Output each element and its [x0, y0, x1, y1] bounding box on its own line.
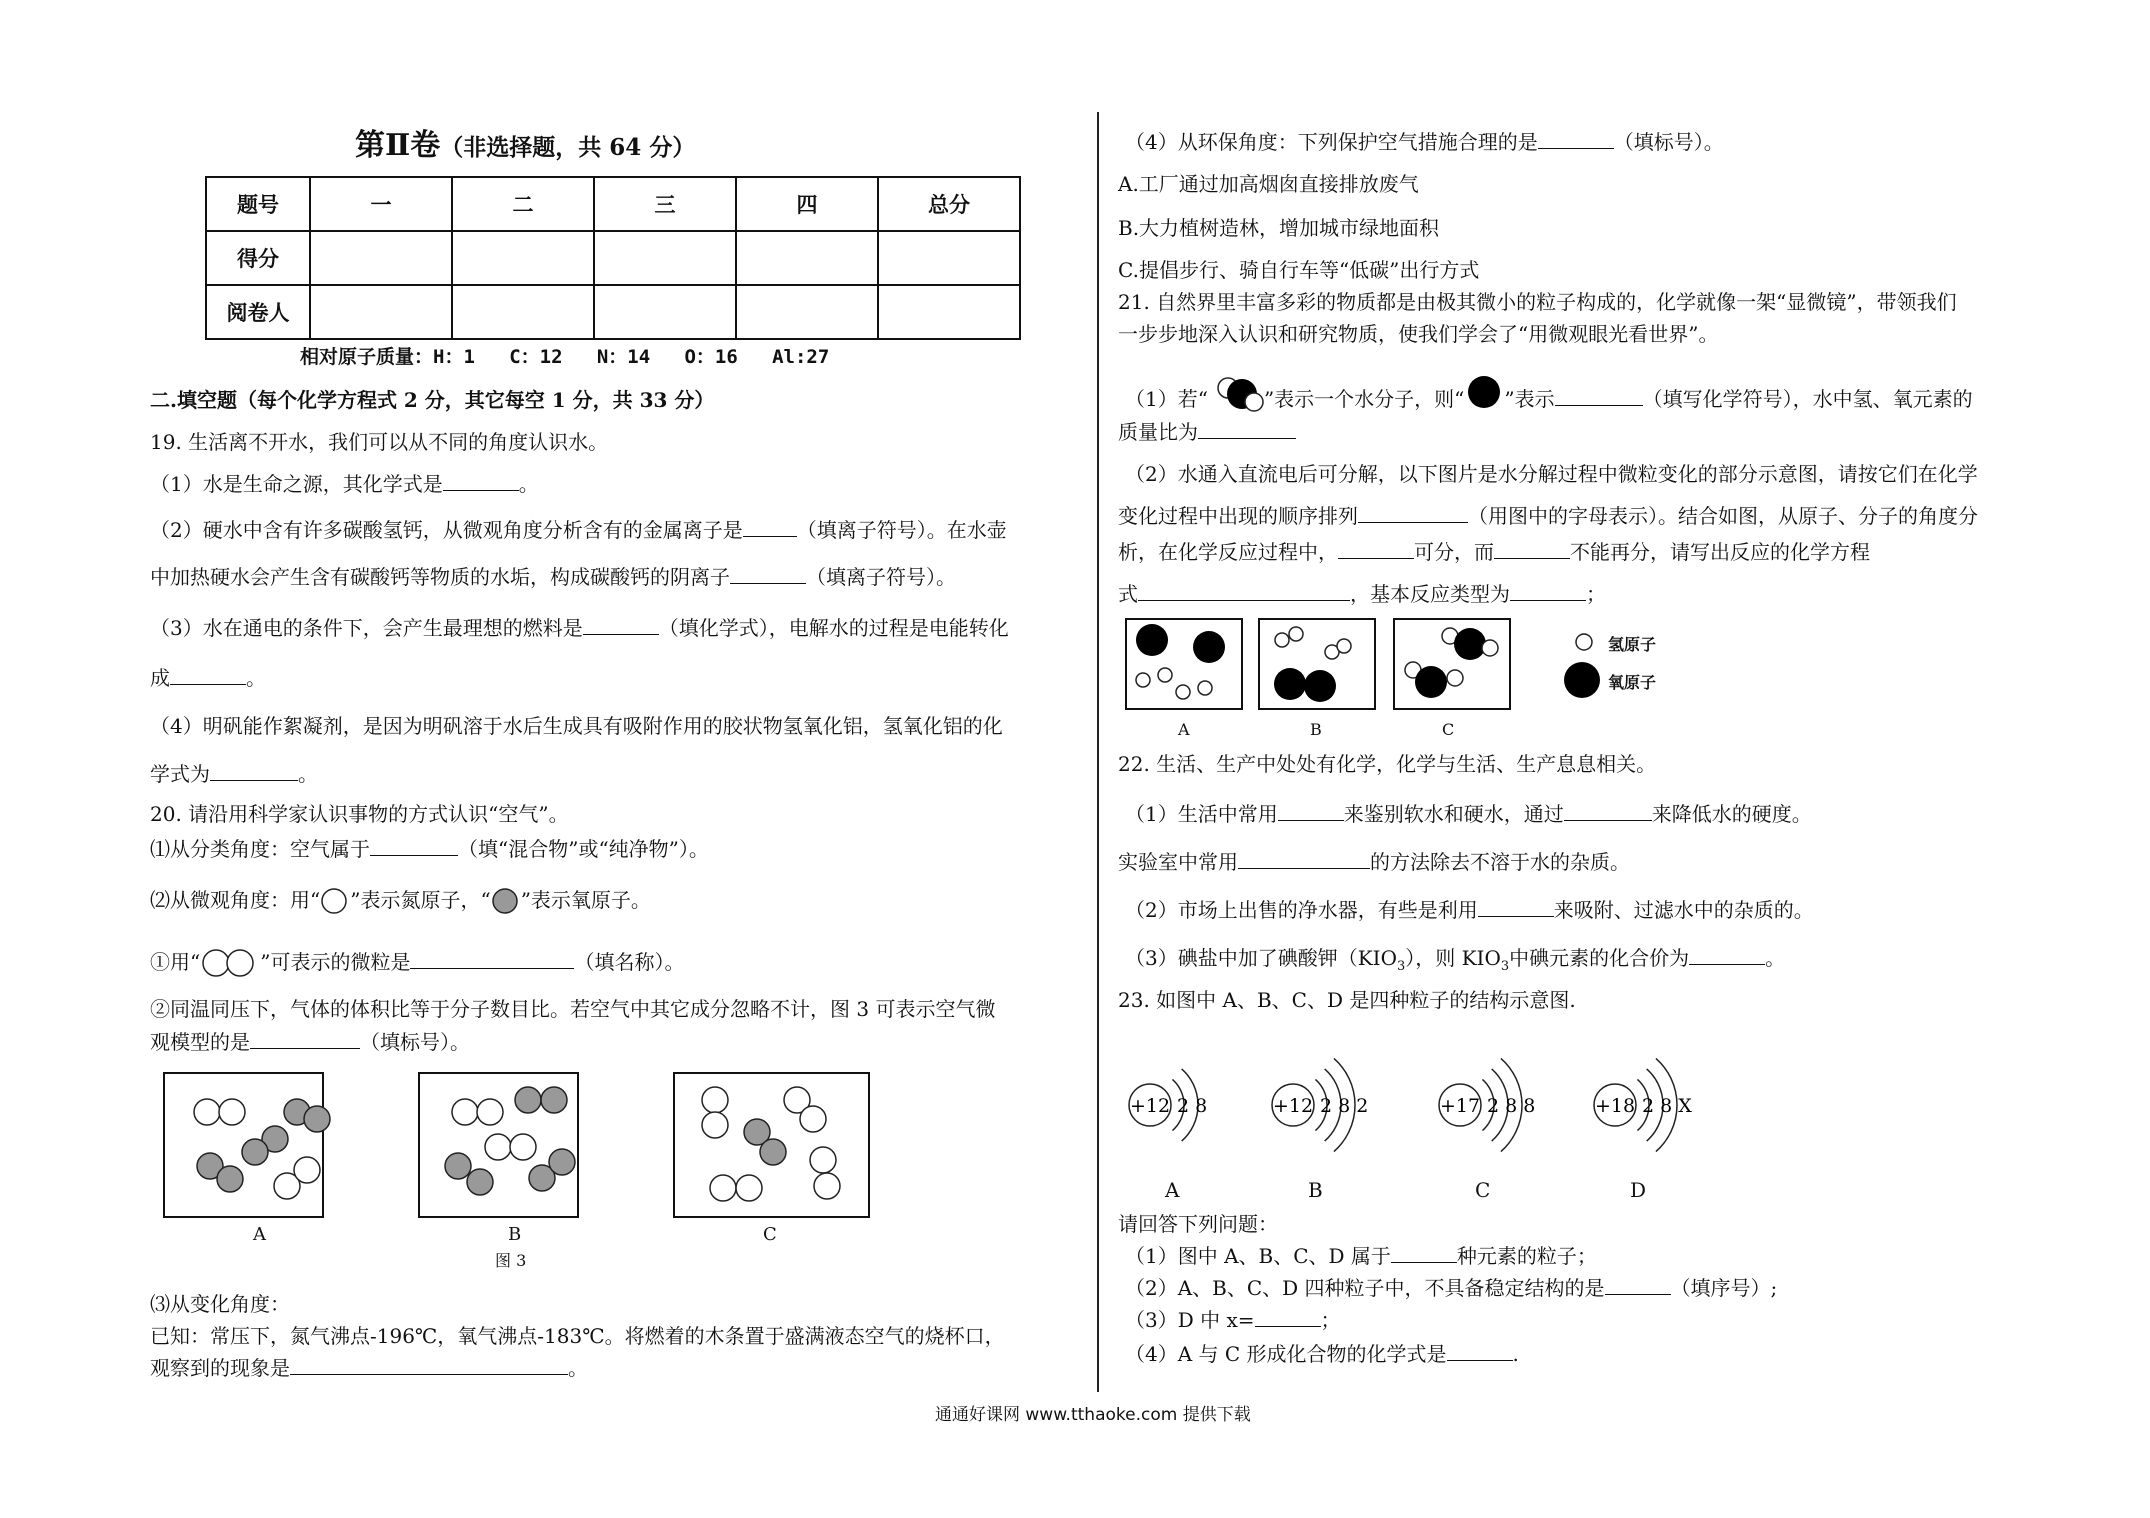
- grader-cell[interactable]: [310, 285, 452, 339]
- answer-blank[interactable]: [1278, 800, 1344, 821]
- oxygen-atom-black-icon: [1464, 386, 1504, 416]
- q21-p2f: 不能再分，请写出反应的化学方程: [1570, 540, 1870, 564]
- grader-cell[interactable]: [594, 285, 736, 339]
- answer-blank[interactable]: [210, 760, 298, 781]
- th-2: 二: [452, 177, 594, 231]
- q23-q4: [1125, 1340, 1519, 1368]
- answer-blank[interactable]: [743, 516, 797, 537]
- q20-part3: ⑶从变化角度：: [150, 1292, 290, 1316]
- score-table-header: [206, 177, 1020, 231]
- q20-s2b: 观模型的是: [150, 1030, 250, 1054]
- answer-blank[interactable]: [1605, 1274, 1671, 1295]
- q20-4-stem-a: （4）从环保角度：下列保护空气措施合理的是: [1125, 130, 1538, 154]
- q21-part2-b: [1118, 502, 1978, 530]
- q19-p2d: （填离子符号）。: [806, 565, 956, 589]
- q19-part4-cont: 学式为 。: [150, 762, 318, 786]
- q22-part1-cont: [1118, 848, 1630, 876]
- q23-q1b: 种元素的粒子；: [1456, 1244, 1597, 1268]
- q19-p2b: （填离子符号）。在水壶: [796, 518, 1007, 542]
- nucleus-charge: +18: [1594, 1095, 1636, 1117]
- atom-label-B: B: [1308, 1178, 1323, 1202]
- atom-label-A: A: [1165, 1178, 1180, 1202]
- q21-p2c: （用图中的字母表示）。结合如图，从原子、分子的角度分: [1468, 504, 1978, 528]
- answer-blank[interactable]: [1564, 800, 1652, 821]
- q19-p3a: （3）水在通电的条件下，会产生最理想的燃料是: [150, 616, 583, 640]
- q20-part1: [150, 835, 709, 863]
- score-cell[interactable]: [878, 231, 1020, 285]
- fig3-label-b: B: [508, 1224, 522, 1245]
- q22-part2: [1125, 896, 1814, 924]
- q21-figure-b: [1258, 618, 1376, 710]
- row-label-grader: 阅卷人: [206, 285, 310, 339]
- figure3-box-a: [163, 1072, 324, 1218]
- q20-s1b: ”可表示的微粒是: [260, 950, 411, 974]
- answer-blank[interactable]: [290, 1354, 568, 1375]
- q20-part4: [1125, 128, 1724, 156]
- q23-q3: [1125, 1306, 1341, 1334]
- q21-part1: [1125, 385, 1973, 416]
- q22-p1e: 的方法除去不溶于水的杂质。: [1370, 850, 1630, 874]
- nucleus-charge: +12: [1272, 1095, 1314, 1117]
- q19-p4b: 学式为: [150, 762, 210, 786]
- electron-counts: 2 8 8: [1487, 1095, 1536, 1117]
- score-cell[interactable]: [310, 231, 452, 285]
- figure3-box-c: [673, 1072, 870, 1218]
- q19-p1-text: （1）水是生命之源，其化学式是: [150, 472, 443, 496]
- q23-q2b: （填序号）;: [1670, 1276, 1778, 1300]
- answer-blank[interactable]: [1255, 1306, 1321, 1327]
- q22-p1d: 实验室中常用: [1118, 850, 1238, 874]
- section-title: [355, 120, 695, 164]
- q19-part2: [150, 516, 1007, 544]
- option-b: B.大力植树造林，增加城市绿地面积: [1118, 216, 1440, 240]
- fig3-label-a: A: [253, 1224, 266, 1245]
- q19-p3b: （填化学式），电解水的过程是电能转化: [658, 616, 1009, 640]
- q23-q2: [1125, 1274, 1777, 1302]
- q19-stem: 19. 生活离不开水，我们可以从不同的角度认识水。: [150, 430, 609, 454]
- option-a: A.工厂通过加高烟囱直接排放废气: [1118, 172, 1419, 196]
- answer-blank[interactable]: [1138, 580, 1350, 601]
- column-divider: [1097, 112, 1099, 1392]
- legend-oxygen: 氧原子: [1608, 673, 1657, 692]
- answer-blank[interactable]: [370, 835, 458, 856]
- grader-cell[interactable]: [878, 285, 1020, 339]
- q22-p3d: 3: [1500, 959, 1510, 974]
- q21-p1b: ”表示一个水分子，则“: [1263, 387, 1465, 411]
- q19-p2a: （2）硬水中含有许多碳酸氢钙，从微观角度分析含有的金属离子是: [150, 518, 743, 542]
- score-cell[interactable]: [452, 231, 594, 285]
- q21-p1a: （1）若“: [1125, 387, 1208, 411]
- q21-p2b: 变化过程中出现的顺序排列: [1118, 504, 1358, 528]
- q19-part3: [150, 614, 1009, 642]
- answer-blank[interactable]: [1689, 944, 1765, 965]
- atom-diagram-A: [1125, 1035, 1265, 1175]
- q20-part3-text: 已知：常压下，氮气沸点-196℃，氧气沸点-183℃。将燃着的木条置于盛满液态空气的烧杯口，: [150, 1324, 1005, 1348]
- q21-part2-d: [1118, 538, 1870, 566]
- q20-c2c: ”表示氧原子。: [520, 888, 651, 912]
- q20-4-stem-b: （填标号）。: [1613, 130, 1724, 154]
- q22-p3c: ），则 KIO: [1405, 946, 1501, 970]
- q20-sub2-cont: [150, 1028, 470, 1056]
- q19-p2c: 中加热硬水会产生含有碳酸钙等物质的水垢，构成碳酸钙的阴离子: [150, 565, 730, 589]
- q20-c2a: ⑵从微观角度：用“: [150, 888, 321, 912]
- atom-diagram-C: [1435, 1035, 1575, 1175]
- answer-blank[interactable]: [1510, 580, 1586, 601]
- q22-p2a: （2）市场上出售的净水器，有些是利用: [1125, 898, 1478, 922]
- answer-blank[interactable]: [1494, 538, 1570, 559]
- electron-counts: 2 8: [1177, 1095, 1208, 1117]
- fig3-caption: 图 3: [495, 1251, 527, 1270]
- q20-s1c: （填名称）。: [574, 950, 685, 974]
- q20-c1b: （填“混合物”或“纯净物”）。: [458, 837, 709, 861]
- q22-p3b: 3: [1396, 959, 1406, 974]
- figure3-box-b: [418, 1072, 579, 1218]
- q23-q3b: ；: [1320, 1308, 1341, 1332]
- q23-q4b: .: [1512, 1342, 1519, 1366]
- th-0: 题号: [206, 177, 310, 231]
- q21-p1c: ”表示: [1504, 387, 1555, 411]
- q21-figure-a: [1125, 618, 1243, 710]
- q20-s1a: ①用“: [150, 950, 201, 974]
- answer-blank[interactable]: [1478, 896, 1554, 917]
- answer-blank[interactable]: [730, 563, 806, 584]
- answer-blank[interactable]: [1338, 538, 1414, 559]
- q21-p2e: 可分，而: [1414, 540, 1494, 564]
- q23-q4a: （4）A 与 C 形成化合物的化学式是: [1125, 1342, 1447, 1366]
- atom-label-C: C: [1475, 1178, 1491, 1202]
- q20-c1a: ⑴从分类角度：空气属于: [150, 837, 370, 861]
- q21-p1e: 质量比为: [1118, 420, 1198, 444]
- q19-part1: （1）水是生命之源，其化学式是 。: [150, 472, 539, 496]
- grader-cell[interactable]: [452, 285, 594, 339]
- q21-part1-cont: [1118, 418, 1296, 446]
- th-5: 总分: [878, 177, 1020, 231]
- th-4: 四: [736, 177, 878, 231]
- row-label-score: 得分: [206, 231, 310, 285]
- q23-q2a: （2）A、B、C、D 四种粒子中，不具备稳定结构的是: [1125, 1276, 1605, 1300]
- q20-c2b: ”表示氮原子，“: [350, 888, 491, 912]
- q21-p2i: ；: [1586, 582, 1606, 606]
- q19-part3-cont: 成 。: [150, 666, 266, 690]
- nucleus-charge: +17: [1439, 1095, 1481, 1117]
- n2-molecule-icon: [200, 951, 260, 977]
- grader-cell[interactable]: [736, 285, 878, 339]
- q22-part1: [1125, 800, 1812, 828]
- atom-label-D: D: [1630, 1178, 1647, 1202]
- q21-figure-c: [1393, 618, 1511, 710]
- answer-blank[interactable]: [583, 614, 659, 635]
- q22-p3e: 中碘元素的化合价为: [1509, 946, 1690, 970]
- answer-blank[interactable]: [1358, 502, 1468, 523]
- q21-part2: （2）水通入直流电后可分解，以下图片是水分解过程中微粒变化的部分示意图，请按它们在化学: [1125, 462, 1978, 486]
- oxygen-atom-icon: [491, 889, 521, 915]
- grader-row: [206, 285, 1020, 339]
- electron-counts: 2 8 2: [1320, 1095, 1369, 1117]
- q23-ask: 请回答下列问题：: [1118, 1212, 1278, 1236]
- q20-sub1: [150, 948, 684, 977]
- title-sub: （非选择题，共 64 分）: [440, 134, 696, 161]
- q22-p1b: 来鉴别软水和硬水，通过: [1343, 802, 1564, 826]
- electron-counts: 2 8 X: [1642, 1095, 1692, 1117]
- q22-p3f: 。: [1765, 946, 1786, 970]
- q22-p1a: （1）生活中常用: [1125, 802, 1278, 826]
- answer-blank[interactable]: [1198, 418, 1296, 439]
- atom-diagram-D: [1590, 1035, 1730, 1175]
- q21-p2g: 式: [1118, 582, 1138, 606]
- oxygen-legend-icon: [1556, 662, 1606, 702]
- q23-q1a: （1）图中 A、B、C、D 属于: [1125, 1244, 1391, 1268]
- q21-part2-g: [1118, 580, 1606, 608]
- q21-p1d: （填写化学符号），水中氢、氧元素的: [1642, 387, 1973, 411]
- q21-label-a: A: [1178, 720, 1190, 739]
- q20-sub2: ②同温同压下，气体的体积比等于分子数目比。若空气中其它成分忽略不计，图 3 可表示空气微: [150, 997, 996, 1021]
- title-main: 第Ⅱ卷: [355, 128, 441, 163]
- q20-part3-cont: 观察到的现象是 。: [150, 1356, 588, 1380]
- answer-blank[interactable]: [250, 1028, 360, 1049]
- th-1: 一: [310, 177, 452, 231]
- section-heading: 二.填空题（每个化学方程式 2 分，其它每空 1 分，共 33 分）: [150, 388, 715, 412]
- th-3: 三: [594, 177, 736, 231]
- answer-blank[interactable]: [1555, 385, 1643, 406]
- q21-stem-cont: 一步步地深入认识和研究物质，使我们学会了“用微观眼光看世界”。: [1118, 322, 1719, 346]
- q21-stem: 21. 自然界里丰富多彩的物质都是由极其微小的粒子构成的，化学就像一架“显微镜”，带领我们: [1118, 290, 1957, 314]
- answer-blank[interactable]: [170, 664, 246, 685]
- score-row: [206, 231, 1020, 285]
- footer: 通通好课网 www.tthaoke.com 提供下载: [935, 1405, 1251, 1425]
- q20-part2: [150, 886, 651, 915]
- option-c: C.提倡步行、骑自行车等“低碳”出行方式: [1118, 258, 1480, 282]
- q20-stem: 20. 请沿用科学家认识事物的方式认识“空气”。: [150, 802, 569, 826]
- water-molecule-icon: [1208, 386, 1264, 416]
- q22-stem: 22. 生活、生产中处处有化学，化学与生活、生产息息相关。: [1118, 752, 1657, 776]
- q21-p2d: 析，在化学反应过程中，: [1118, 540, 1338, 564]
- answer-blank[interactable]: [410, 948, 574, 969]
- score-cell[interactable]: [594, 231, 736, 285]
- q21-label-b: B: [1310, 720, 1322, 739]
- q22-p1c: 来降低水的硬度。: [1651, 802, 1812, 826]
- q23-q3a: （3）D 中 x=: [1125, 1308, 1255, 1332]
- answer-blank[interactable]: [1538, 128, 1614, 149]
- legend-hydrogen: 氢原子: [1608, 635, 1657, 654]
- q19-p3c: 成: [150, 666, 170, 690]
- score-cell[interactable]: [736, 231, 878, 285]
- q20-c3b: 观察到的现象是: [150, 1356, 290, 1380]
- q21-p2h: ，基本反应类型为: [1350, 582, 1510, 606]
- q22-p2b: 来吸附、过滤水中的杂质的。: [1553, 898, 1814, 922]
- q23-stem: 23. 如图中 A、B、C、D 是四种粒子的结构示意图.: [1118, 988, 1576, 1012]
- q19-part4: （4）明矾能作絮凝剂，是因为明矾溶于水后生成具有吸附作用的胶状物氢氧化铝，氢氧化铝的化: [150, 714, 1003, 738]
- atom-diagram-B: [1268, 1035, 1408, 1175]
- score-table: [205, 176, 1021, 340]
- q22-part3: [1125, 944, 1785, 981]
- q19-part2-cont: [150, 563, 956, 591]
- q23-q1: [1125, 1242, 1597, 1270]
- answer-blank[interactable]: [443, 470, 519, 491]
- q21-label-c: C: [1442, 720, 1455, 739]
- answer-blank[interactable]: [1447, 1340, 1513, 1361]
- q22-p3a: （3）碘盐中加了碘酸钾（KIO: [1125, 946, 1397, 970]
- answer-blank[interactable]: [1391, 1242, 1457, 1263]
- q20-s2c: （填标号）。: [360, 1030, 470, 1054]
- atomic-mass: 相对原子质量：H：1 C：12 N：14 O：16 Al:27: [300, 346, 830, 368]
- answer-blank[interactable]: [1238, 848, 1370, 869]
- nitrogen-atom-icon: [320, 889, 350, 915]
- fig3-label-c: C: [763, 1224, 777, 1245]
- nucleus-charge: +12: [1129, 1095, 1171, 1117]
